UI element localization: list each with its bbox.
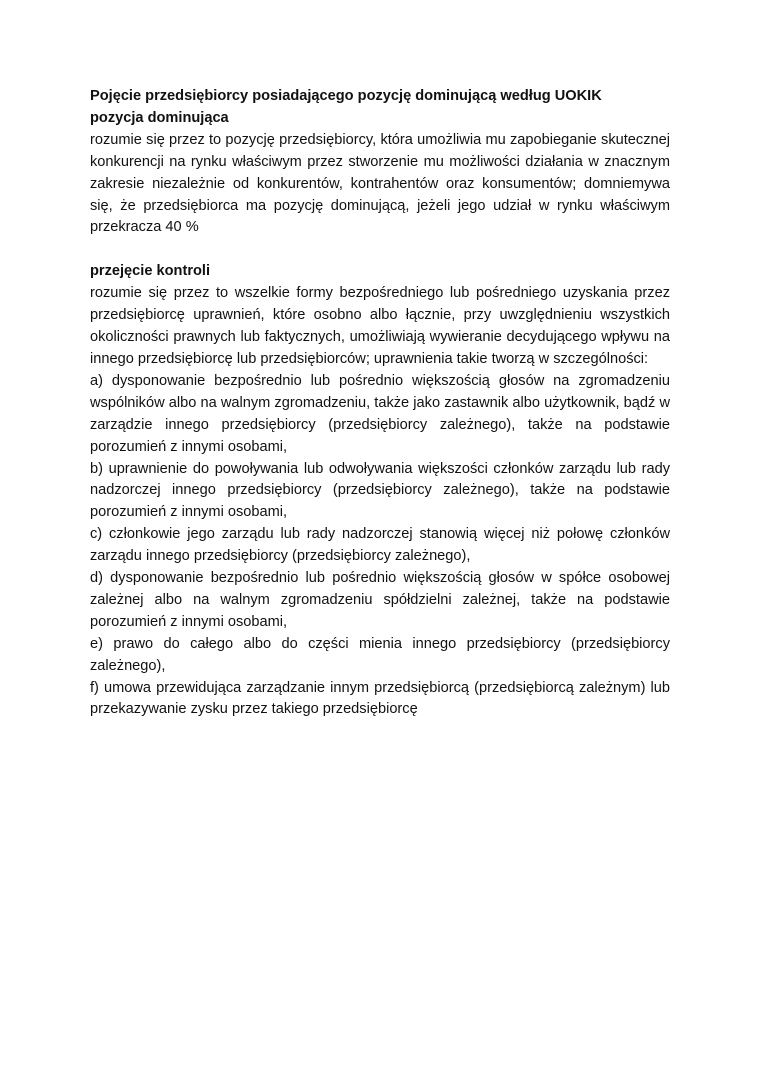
section-spacer xyxy=(90,239,670,261)
section-text-takeover: rozumie się przez to wszelkie formy bezpośredniego lub pośredniego uzyskania przez przedsiębiorcę uprawnień, które osobno albo łącznie, przy uwzględnieniu wszystkich okoliczności prawnych lub faktycznych, umożliwiają wywieranie decydującego wpływu na innego przedsiębiorcę lub przedsiębiorców; uprawnienia takie tworzą w szczególności: xyxy=(90,285,670,367)
document-title: Pojęcie przedsiębiorcy posiadającego pozycję dominującą według UOKIK xyxy=(90,88,602,104)
list-item: c) członkowie jego zarządu lub rady nadzorczej stanowią więcej niż połowę członków zarządu innego przedsiębiorcy (przedsiębiorcy zależnego), xyxy=(90,526,670,565)
section-text-dominant-position: rozumie się przez to pozycję przedsiębiorcy, która umożliwia mu zapobieganie skutecznej konkurencji na rynku właściwym przez stworzenie mu możliwości działania w znacznym zakresie niezależnie od konkurentów, kontrahentów oraz konsumentów; domniemywa się, że przedsiębiorca ma pozycję dominującą, jeżeli jego udział w rynku właściwym przekracza 40 % xyxy=(90,131,670,236)
list-item: b) uprawnienie do powoływania lub odwoływania większości członków zarządu lub rady nadzorczej innego przedsiębiorcy (przedsiębiorcy zależnego), także na podstawie porozumień z innymi osobami, xyxy=(90,460,670,521)
list-item: a) dysponowanie bezpośrednio lub pośrednio większością głosów na zgromadzeniu wspólników albo na walnym zgromadzeniu, także jako zastawnik albo użytkownik, bądź w zarządzie innego przedsiębiorcy (przedsiębiorcy zależnego), także na podstawie porozumień z innymi osobami, xyxy=(90,372,670,455)
list-item: e) prawo do całego albo do części mienia innego przedsiębiorcy (przedsiębiorcy zależnego), xyxy=(90,635,670,674)
takeover-list xyxy=(90,371,670,722)
list-item: f) umowa przewidująca zarządzanie innym przedsiębiorcą (przedsiębiorcą zależnym) lub przekazywanie zysku przez takiego przedsiębiorcę xyxy=(90,679,670,718)
list-item: d) dysponowanie bezpośrednio lub pośrednio większością głosów w spółce osobowej zależnej albo na walnym zgromadzeniu spółdzielni zależnej, także na podstawie porozumień z innymi osobami, xyxy=(90,570,670,630)
section-heading-takeover: przejęcie kontroli xyxy=(90,263,211,280)
section-heading-dominant-position: pozycja dominująca xyxy=(90,109,229,126)
document-page xyxy=(90,86,670,721)
